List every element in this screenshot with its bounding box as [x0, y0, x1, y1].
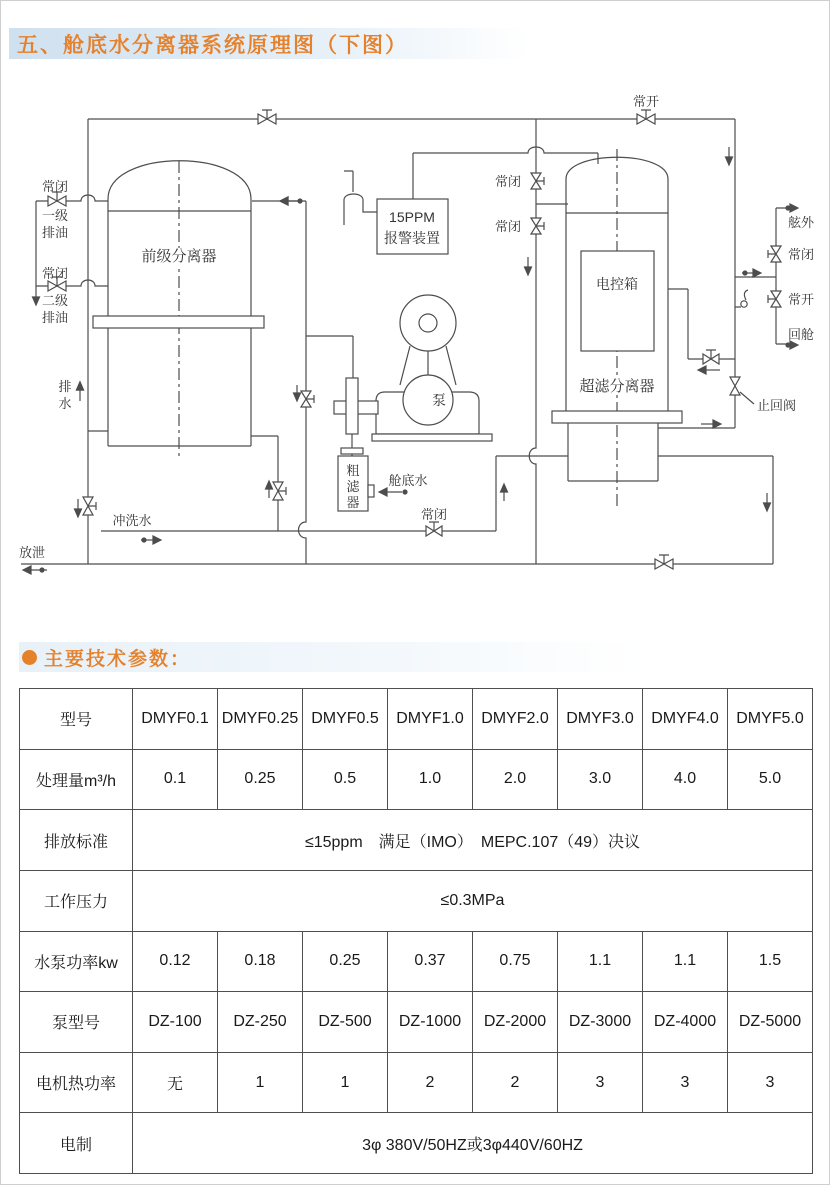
- cell-pump-model-1: DZ-100: [133, 992, 218, 1053]
- table-row-pump-power: [20, 931, 813, 992]
- valve-return-normally-open: [768, 291, 781, 307]
- page-title-strip: [9, 28, 529, 59]
- orange-bullet-icon: [22, 650, 37, 665]
- label-overboard: 舷外: [787, 215, 815, 230]
- valve-tank2-outlet: [703, 350, 719, 364]
- label-alarm-line1: 15PPM: [389, 209, 435, 225]
- cell-capacity-7: 4.0: [643, 749, 728, 810]
- valve-top-header-right-normally-open: [637, 110, 655, 124]
- label-alarm-line2: 报警装置: [384, 230, 440, 246]
- pump-assembly: [334, 295, 492, 441]
- cell-motor-heat-1: 无: [133, 1052, 218, 1113]
- cell-pump-power-6: 1.1: [558, 931, 643, 992]
- cell-pump-model-4: DZ-1000: [388, 992, 473, 1053]
- row-header-motor-heat-power: 电机热功率: [20, 1052, 133, 1113]
- vent-gooseneck: [344, 194, 377, 225]
- cell-pump-power-4: 0.37: [388, 931, 473, 992]
- cell-capacity-3: 0.5: [303, 749, 388, 810]
- cell-capacity-4: 1.0: [388, 749, 473, 810]
- label-vent-drain: 放泄: [18, 545, 46, 560]
- label-drain-char1: 排: [58, 379, 72, 394]
- label-normally-closed-center-1: 常闭: [494, 174, 522, 189]
- cell-pump-model-2: DZ-250: [218, 992, 303, 1053]
- ultra-separator-tank: [552, 149, 682, 509]
- label-oil-stage2-line1: 二级: [41, 293, 69, 308]
- table-row-pump-model: [20, 992, 813, 1053]
- table-row-model: [20, 689, 813, 750]
- label-normally-open-outlet: 常开: [787, 292, 815, 307]
- label-normally-closed-outlet: 常闭: [787, 247, 815, 262]
- valve-center-normally-closed-2: [531, 218, 544, 234]
- valve-tank1-drain: [83, 497, 96, 515]
- cell-capacity-2: 0.25: [218, 749, 303, 810]
- valve-top-header-left: [258, 110, 276, 124]
- table-row-discharge-standard: [20, 810, 813, 871]
- label-normally-closed-flush: 常闭: [420, 507, 448, 522]
- valve-overboard-normally-closed: [768, 246, 781, 262]
- cell-pump-model-8: DZ-5000: [728, 992, 813, 1053]
- label-check-valve: 止回阀: [757, 398, 797, 413]
- row-header-model: 型号: [20, 689, 133, 750]
- cell-model-6: DMYF3.0: [558, 689, 643, 750]
- cell-motor-heat-5: 2: [473, 1052, 558, 1113]
- valve-riser-drain: [301, 391, 314, 407]
- label-normally-closed-2: 常闭: [41, 266, 69, 281]
- label-pre-separator: 前级分离器: [141, 248, 217, 265]
- label-oil-stage1-line2: 排油: [41, 225, 69, 240]
- cell-working-pressure: ≤0.3MPa: [133, 870, 813, 931]
- cell-pump-power-2: 0.18: [218, 931, 303, 992]
- label-oil-stage1-line1: 一级: [41, 208, 69, 223]
- cell-pump-model-7: DZ-4000: [643, 992, 728, 1053]
- table-row-electric-system: [20, 1113, 813, 1174]
- cell-model-2: DMYF0.25: [218, 689, 303, 750]
- cell-pump-model-6: DZ-3000: [558, 992, 643, 1053]
- valve-bottom-drain: [655, 555, 673, 569]
- params-section-title: 主要技术参数：: [44, 648, 192, 670]
- row-header-pump-power: 水泵功率kw: [20, 931, 133, 992]
- cell-pump-power-7: 1.1: [643, 931, 728, 992]
- row-header-capacity: 处理量m³/h: [20, 749, 133, 810]
- cell-capacity-1: 0.1: [133, 749, 218, 810]
- cell-capacity-6: 3.0: [558, 749, 643, 810]
- label-return-tank: 回舱: [787, 327, 815, 342]
- params-section-header: [19, 642, 639, 672]
- cell-pump-model-3: DZ-500: [303, 992, 388, 1053]
- cell-motor-heat-2: 1: [218, 1052, 303, 1113]
- system-schematic: [1, 81, 830, 616]
- technical-parameters-table: [19, 688, 813, 1174]
- valve-tank1-flush: [273, 482, 286, 500]
- label-filter-char1: 粗: [346, 463, 360, 478]
- cell-model-4: DMYF1.0: [388, 689, 473, 750]
- cell-pump-model-5: DZ-2000: [473, 992, 558, 1053]
- cell-model-3: DMYF0.5: [303, 689, 388, 750]
- label-control-box: 电控箱: [596, 276, 638, 292]
- label-drain-char2: 水: [58, 396, 72, 411]
- table-row-motor-heat-power: [20, 1052, 813, 1113]
- table-row-capacity: [20, 749, 813, 810]
- row-header-pump-model: 泵型号: [20, 992, 133, 1053]
- cell-model-7: DMYF4.0: [643, 689, 728, 750]
- pre-separator-tank: [93, 161, 264, 456]
- label-ultra-separator: 超滤分离器: [579, 378, 655, 395]
- label-normally-open-top: 常开: [632, 94, 660, 109]
- cell-motor-heat-8: 3: [728, 1052, 813, 1113]
- valve-oil-stage1: [48, 192, 66, 206]
- label-filter-char3: 器: [346, 495, 360, 510]
- row-header-working-pressure: 工作压力: [20, 870, 133, 931]
- row-header-discharge-standard: 排放标准: [20, 810, 133, 871]
- cell-model-5: DMYF2.0: [473, 689, 558, 750]
- cell-motor-heat-6: 3: [558, 1052, 643, 1113]
- cell-pump-power-5: 0.75: [473, 931, 558, 992]
- label-bilge-water: 舱底水: [388, 473, 428, 488]
- cell-discharge-standard: ≤15ppm 满足（IMO） MEPC.107（49）决议: [133, 810, 813, 871]
- valve-flush-normally-closed: [426, 522, 442, 536]
- page-title: 五、舱底水分离器系统原理图（下图）: [17, 33, 408, 57]
- label-oil-stage2-line2: 排油: [41, 310, 69, 325]
- cell-model-8: DMYF5.0: [728, 689, 813, 750]
- label-normally-closed-1: 常闭: [41, 179, 69, 194]
- check-valve: [730, 377, 740, 395]
- cell-motor-heat-7: 3: [643, 1052, 728, 1113]
- table-row-working-pressure: [20, 870, 813, 931]
- cell-pump-power-8: 1.5: [728, 931, 813, 992]
- cell-pump-power-1: 0.12: [133, 931, 218, 992]
- row-header-electric-system: 电制: [20, 1113, 133, 1174]
- label-pump: 泵: [432, 392, 446, 408]
- label-normally-closed-center-2: 常闭: [494, 219, 522, 234]
- cell-electric-system: 3φ 380V/50HZ或3φ440V/60HZ: [133, 1113, 813, 1174]
- label-filter-char2: 滤: [346, 479, 360, 494]
- cell-motor-heat-4: 2: [388, 1052, 473, 1113]
- cell-model-1: DMYF0.1: [133, 689, 218, 750]
- cell-motor-heat-3: 1: [303, 1052, 388, 1113]
- cell-capacity-8: 5.0: [728, 749, 813, 810]
- valve-center-normally-closed-1: [531, 173, 544, 189]
- label-flush-water: 冲洗水: [112, 513, 152, 528]
- cell-pump-power-3: 0.25: [303, 931, 388, 992]
- cell-capacity-5: 2.0: [473, 749, 558, 810]
